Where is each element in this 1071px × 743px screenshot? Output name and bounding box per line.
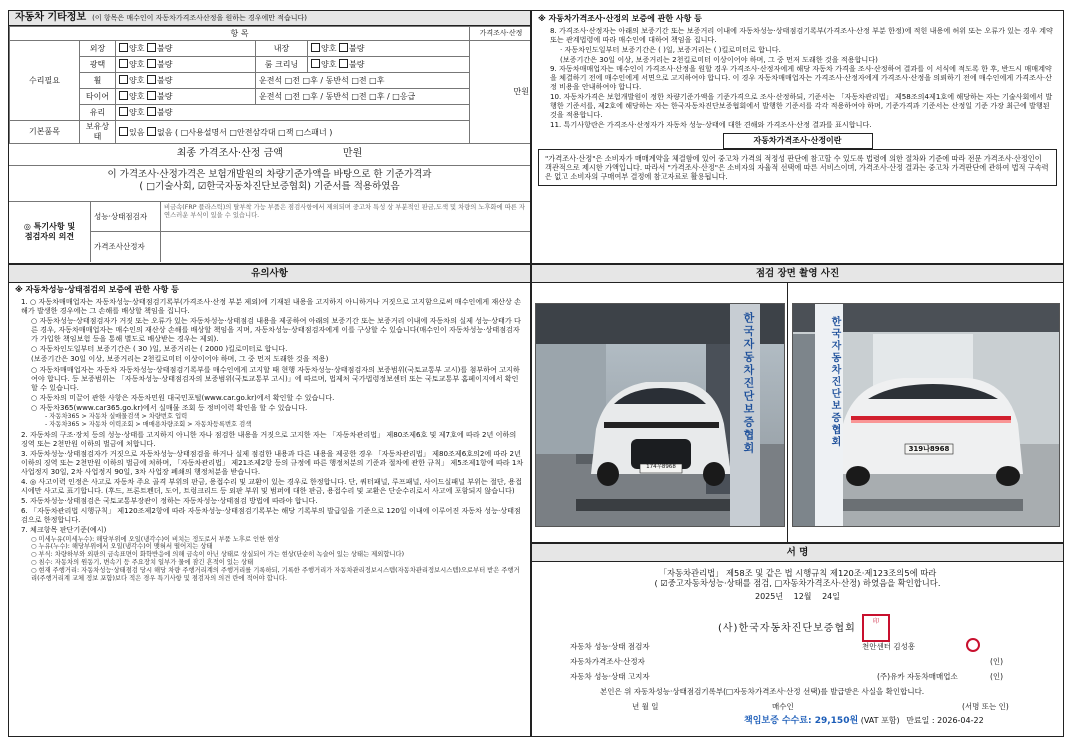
- checkbox[interactable]: [119, 75, 128, 84]
- fee-vat: (VAT 포함): [860, 716, 900, 725]
- price-item: (보증기간은 30일 이상, 보증거리는 2천킬로미터 이상이어야 하며, 그 중 먼저 도래한 것을 적용합니다): [560, 54, 878, 64]
- note-item: 2. 자동차의 구조·장치 등의 성능·상태를 고지하지 아니한 자나 점검한 내용을 거짓으로 고지한 자는 「자동차관리법」 제80조제6호 및 제7호에 따라 2년 이하의 징역 또는 2천만원 이하의 벌금에 처합니다.: [21, 429, 517, 448]
- note-item: 4. ◎ 사고이력 인정은 사고로 자동차 주요 골격 부위의 판금, 용접수리 및 교환이 있는 경우로 한정합니다. 단, 쿼터패널, 루프패널, 사이드실패널 부위는 절단, 용접 시에만 사고로 표기합니다. (후드, 프론트펜더, 도어, 트렁크리드 등 외판 부위 및 범퍼에 대한 판금, 용접수리 및 교환은 단순수리로서 사고에 포함되지 않습니다): [21, 477, 522, 496]
- wheel-positions: 운전석 □전 □후 / 동반석 □전 □후: [256, 73, 470, 89]
- sub-item: - 자동차365 > 자동차 이력조회 > 매매용차량조회 > 자동차등록번호 검색: [45, 420, 252, 428]
- final-price-label: 최종 가격조사·산정 금액: [176, 148, 283, 160]
- notes-header: 유의사항: [9, 265, 530, 283]
- note-item: ○ 자동차성능·상태점검자가 거짓 또는 오류가 있는 자동차성능·상태점검 내용을 제공하여 아래의 보증기간 또는 보증거리 이내에 자동차의 실제 성능·상태가 다른 경우, 자동차매매업자는 매수인의 재산상 손해를 배상할 책임을 지며, 자동차성능·상태점검자에게 이를 구상할 수 있습니다(매수인이 자동차성능·상태점검자가 가입한 책임보험 등을 통해 별도로 배상받는 경우는 제외).: [31, 316, 521, 344]
- price-item: 11. 특기사항란은 가격조사·산정자가 자동차 성능·상태에 대한 견해와 가격조사·산정 결과를 표시합니다.: [550, 119, 872, 129]
- buyer-sign: (서명 또는 인): [962, 702, 1009, 711]
- front-plate: 174우8968: [646, 464, 676, 470]
- note-item: ○ 자동차의 미끌어 관한 사항은 자동차민원 대국민포털(www.car.go.kr)에서 확인할 수 있습니다.: [31, 392, 335, 402]
- rear-banner: 한국자동차진단보증협회: [829, 316, 840, 448]
- row-options2: [308, 57, 470, 73]
- association-seal: [862, 614, 890, 642]
- basis-line2: ( □기술사회, ☑한국자동차진단보증협회) 기준서를 적용하였음: [139, 180, 400, 192]
- row-name: 광택: [80, 57, 116, 73]
- price-item: 10. 자동차가격은 보험개발원이 정한 차량기준가액을 기준가격으로 조사·산정하되, 기준서는 「자동차관리법」 제58조의4제1호에 해당하는 자는 기술사회에서 발행한 기준서를, 제2호에 해당하는 자는 한국자동차진단보증협회에서 발행한 기준서를 각각 적용하여야 하며, 기준가격과 기준서는 산정일 기준 가장 최근에 발행된 것을 적용합니다.: [550, 92, 1053, 119]
- bad-option: 불량: [349, 60, 365, 69]
- checkbox[interactable]: [339, 43, 348, 52]
- none-option: 없음: [157, 127, 173, 137]
- row-options: [116, 105, 470, 121]
- price-item: 9. 자동차매매업자는 매수인이 가격조사·산정을 원할 경우 가격조사·산정자에게 해당 자동차 가격을 조사·산정하여 결과를 이 서식에 적도록 한 후, 반드시 매매계약을 체결하기 전에 매수인에게 서면으로 고지하여야 합니다. 이 경우 자동차매매업자는 가격조사·산정자에게 가격조사·산정을 의뢰하기 전에 매수인에게 가격조사·산정 비용을 안내하여야 합니다.: [550, 64, 1052, 92]
- photo-panel: [531, 264, 1064, 543]
- other-info-panel: [8, 10, 531, 264]
- note-item: (보증기간은 30일 이상, 보증거리는 2천킬로미터 이상이어야 하며, 그 중 먼저 도래한 것을 적용): [31, 354, 329, 364]
- checkbox[interactable]: [119, 43, 128, 52]
- buyer-date: 년 월 일: [632, 702, 659, 711]
- basis-line1: 이 가격조사·산정가격은 보험개발원의 차량기준가액을 바탕으로 한 기준가격과: [107, 169, 432, 180]
- notice-seal-mark: (인): [990, 672, 1004, 681]
- checkbox[interactable]: [147, 107, 156, 116]
- basic-items: ( □사용설명서 □안전삼각대 □잭 □스패너 ): [175, 127, 333, 137]
- basic-name: 보유상태: [80, 121, 116, 144]
- checkbox[interactable]: [147, 91, 156, 100]
- other-info-title: 자동차 기타정보: [15, 11, 87, 23]
- checkbox[interactable]: [119, 107, 128, 116]
- perf-label: 자동차 성능·상태 점검자: [570, 642, 650, 651]
- expiry-date: 만료일 : 2026-04-22: [906, 716, 984, 725]
- good-option: 양호: [129, 108, 145, 117]
- criteria-item: ○ 침수: 자동차의 원동기, 변속기 등 주요장치 일부가 물에 잠긴 흔적이 있는 상태: [31, 559, 254, 567]
- bad-option: 불량: [157, 108, 173, 117]
- fee-row: [744, 716, 984, 727]
- association-name: (사)한국자동차진단보증협회: [718, 623, 856, 634]
- front-banner: 한국자동차진단보증협회: [742, 312, 755, 455]
- special-notes-block: [9, 202, 530, 262]
- final-price-row: [9, 144, 530, 166]
- notes-heading: ※ 자동차성능·상태점검의 보증에 관한 사항 등: [15, 285, 179, 294]
- checkbox[interactable]: [147, 43, 156, 52]
- basic-label: 기본품목: [10, 121, 80, 144]
- checkbox[interactable]: [119, 59, 128, 68]
- signature-panel: [531, 543, 1064, 737]
- notes-panel: [8, 264, 531, 737]
- rear-plate: 319나8968: [908, 445, 950, 453]
- other-info-table: [9, 26, 531, 144]
- note-item: 5. 자동차성능·상태점검은 국토교통부장관이 정하는 자동차성능·상태점검 방법에 따라야 합니다.: [21, 496, 318, 506]
- note-item: ○ 자동차365(www.car365.go.kr)에서 실매물 조회 등 정비이력 확인을 할 수 있습니다.: [31, 402, 308, 412]
- year: 2025년: [754, 591, 784, 601]
- row-options: [116, 57, 256, 73]
- day: 24일: [822, 591, 841, 601]
- checkbox[interactable]: [119, 91, 128, 100]
- col-price-header: 가격조사·산정: [470, 27, 532, 41]
- price-item: · 자동차인도일부터 보증기간은 ( )일, 보증거리는 ( )킬로미터로 합니다.: [560, 44, 781, 54]
- row-options: [116, 41, 256, 57]
- criteria-item: ○ 부식: 차량하부와 외판의 금속표면이 화학반응에 의해 금속이 아닌 상태로 상실되어 가는 현상(단순히 녹슬어 있는 상태는 제외합니다): [31, 551, 405, 559]
- checkbox[interactable]: [311, 43, 320, 52]
- intent-body: "가격조사·산정"은 소비자가 매매계약을 체결함에 있어 중고차 가격의 적정성 판단에 참고할 수 있도록 법령에 의한 절차와 기준에 따라 전문 가격조사·산정인이 객관적으로 제시한 가액입니다. 따라서 "가격조사·산정"은 소비자의 자율적 선택에 따른 서비스이며, 가격조사·산정 결과는 중고차 가격판단에 관하여 법적 구속력은 없고 소비자의 구매여부 결정에 참고자료로 활용됩니다.: [538, 149, 1057, 186]
- month: 12월: [793, 591, 812, 601]
- perf-inspector-note: 비금속(FRP 플라스틱)의 탈부착 가능 부품은 점검사항에서 제외되며 중고차 특성 상 부분적인 판금,도색 및 차량의 노후화에 따른 자연스러운 부식이 있을 수 있습니다.: [164, 204, 525, 219]
- row-name: 휠: [80, 73, 116, 89]
- special-label: ◎ 특기사항 및 점검자의 의견: [9, 202, 91, 262]
- col-item-header: 항 목: [10, 27, 470, 41]
- row-options2: [308, 41, 470, 57]
- basis-block: [9, 166, 530, 202]
- buyer-label: 매수인: [772, 702, 794, 711]
- other-info-note: (이 항목은 매수인이 자동차가격조사산정을 원하는 경우에만 적습니다): [92, 13, 308, 22]
- photo-header: 점검 장면 촬영 사진: [532, 265, 1063, 283]
- checkbox[interactable]: [119, 127, 128, 136]
- criteria-item: ○ 누유(누수): 해당부위에서 오일(냉각수)이 맺혀서 떨어지는 상태: [31, 543, 213, 551]
- good-option: 양호: [129, 92, 145, 101]
- perf-stamp: [966, 638, 980, 652]
- other-info-header: [9, 11, 530, 26]
- price-label: 자동차가격조사·산정자: [570, 657, 645, 666]
- front-car-photo: [535, 303, 785, 527]
- perf-value: 천안센터 김성흥: [862, 642, 916, 651]
- good-option: 양호: [129, 60, 145, 69]
- price-section-title: ※ 자동차가격조사·산정의 보증에 관한 사항 등: [538, 14, 702, 23]
- bad-option: 불량: [157, 60, 173, 69]
- row-options: [116, 73, 256, 89]
- rear-car-photo: [792, 303, 1060, 527]
- row-name: 외장: [80, 41, 116, 57]
- intent-title: 자동차가격조사·산정이란: [723, 133, 873, 149]
- note-item: ○ 자동차매매업자는 자동차 자동차성능·상태점검기록부를 매수인에게 고지할 때 현행 자동차성능·상태점검자의 보증범위(국토교통부 고시)를 첨부하여 고지하여야 합니다. 등 보증범위는 「자동차성능·상태점검자의 보증범위(국토교통부 고시)」에 따르며, 법제처 국가법령정보센터 또는 국토교통부 홈페이지에서 확인할 수 있습니다.: [31, 364, 520, 392]
- row-name: 유리: [80, 105, 116, 121]
- notice-value: (주)유카 자동차매매업소: [877, 672, 958, 681]
- note-item: 3. 자동차성능·상태점검자가 거짓으로 자동차성능·상태점검을 하거나 실제 점검한 내용과 다른 내용을 제공한 경우 「자동차관리법」 제80조제6호의2에 따라 2년 이하의 징역 또는 2천만원 이하의 벌금에 처하며, 「자동차관리법」 제21조제2항 등의 규정에 따른 행정처분의 기준과 절차에 관한 규칙」 제5조제1항에 따라 1차 사업정지 30일, 2차 사업정지 90일, 3차 사업장 폐쇄의 행정처분을 받습니다.: [21, 448, 524, 476]
- notice-label: 자동차 성능·상태 고지자: [570, 672, 650, 681]
- date-row: [532, 592, 1063, 602]
- law-line1: 「자동차관리법」 제58조 및 같은 법 시행규칙 제120조·제123조의5에 따라: [658, 568, 937, 578]
- note-item: 1. ○ 자동차매매업자는 자동차성능·상태점검기록부(가격조사·산정 부분 제외)에 기재된 내용을 고지하지 아니하거나 거짓으로 고지함으로써 매수인에게 재산상 손해가 발생한 경우에는 그 손해를 배상할 책임을 집니다.: [21, 297, 521, 316]
- checkbox[interactable]: [311, 59, 320, 68]
- seal-icon: 印: [872, 618, 879, 625]
- bad-option: 불량: [157, 92, 173, 101]
- price-item: 8. 가격조사·산정자는 아래의 보증기간 또는 보증거리 이내에 자동차성능·상태점검기록부(가격조사·산정 부분 한정)에 적힌 내용에 허위 또는 오류가 있는 경우 계약 또는 관계법령에 따라 매수인에 대하여 책임을 집니다.: [550, 26, 1053, 44]
- have-option: 있음: [129, 127, 145, 137]
- receipt-line: 본인은 위 자동차성능·상태점검기록부(□자동차가격조사·산정 선택)를 발급받은 사실을 확인합니다.: [600, 687, 925, 696]
- bad-option: 불량: [349, 44, 365, 53]
- price-guarantee-panel: [531, 10, 1064, 264]
- row-name: 타이어: [80, 89, 116, 105]
- checkbox[interactable]: [147, 75, 156, 84]
- criteria-item: ○ 미세누유(미세누수): 해당부위에 오일(냉각수)이 비치는 정도로서 부품 노후로 인한 현상: [31, 535, 280, 543]
- final-price-unit: 만원: [342, 148, 363, 160]
- bad-option: 불량: [157, 44, 173, 53]
- good-option: 양호: [321, 60, 337, 69]
- fee-label: 책임보증 수수료: 29,150원: [744, 716, 859, 726]
- price-inspector-label: 가격조사산정자: [91, 232, 161, 262]
- law-line2: ( ☑중고자동차성능·상태를 점검, □자동차가격조사·산정) 하였음을 확인합니다.: [654, 578, 941, 589]
- price-unit: 만원: [470, 41, 532, 144]
- good-option: 양호: [129, 76, 145, 85]
- repair-label: 수리필요: [10, 41, 80, 121]
- row-options: [116, 89, 256, 105]
- basic-options: [116, 121, 470, 144]
- bad-option: 불량: [157, 76, 173, 85]
- note-item: 6. 「자동차관리법 시행규칙」 제120조제2항에 따라 자동차성능·상태점검기록부는 해당 기록부의 발급일을 기준으로 120일 이내에 이루어진 자동차 성능·상태점검으로 한정합니다.: [21, 506, 521, 525]
- row-name2: 룸 크리닝: [256, 57, 308, 73]
- good-option: 양호: [321, 44, 337, 53]
- note-item: 7. 체크항목 판단기준(예시): [21, 525, 107, 535]
- good-option: 양호: [129, 44, 145, 53]
- sub-item: - 자동차365 > 자동차 실매물검색 > 차량번호 입력: [45, 412, 188, 420]
- checkbox[interactable]: [147, 59, 156, 68]
- signature-header: 서 명: [532, 544, 1063, 562]
- note-item: ○ 자동차인도일부터 보증기간은 ( 30 )일, 보증거리는 ( 2000 )킬로미터로 합니다.: [31, 344, 288, 354]
- criteria-item: ○ 현재 주행거리: 자동차성능·상태점검 당시 해당 차량 주행거리계의 주행거리를 기록하되, 기록한 주행거리가 자동차관리정보시스템(자동차관리정보시스템)으로부터 받은 주행거리(주행거리계 교체 정보 포함)보다 적은 경우 특기사항 및 점검자의 의견 란에 적어야 합니다.: [31, 566, 520, 582]
- row-name2: 내장: [256, 41, 308, 57]
- perf-inspector-label: 성능·상태점검자: [91, 202, 161, 231]
- checkbox[interactable]: [147, 127, 156, 136]
- checkbox[interactable]: [339, 59, 348, 68]
- tire-positions: 운전석 □전 □후 / 동반석 □전 □후 / □응급: [256, 89, 470, 105]
- price-value: (인): [990, 657, 1004, 666]
